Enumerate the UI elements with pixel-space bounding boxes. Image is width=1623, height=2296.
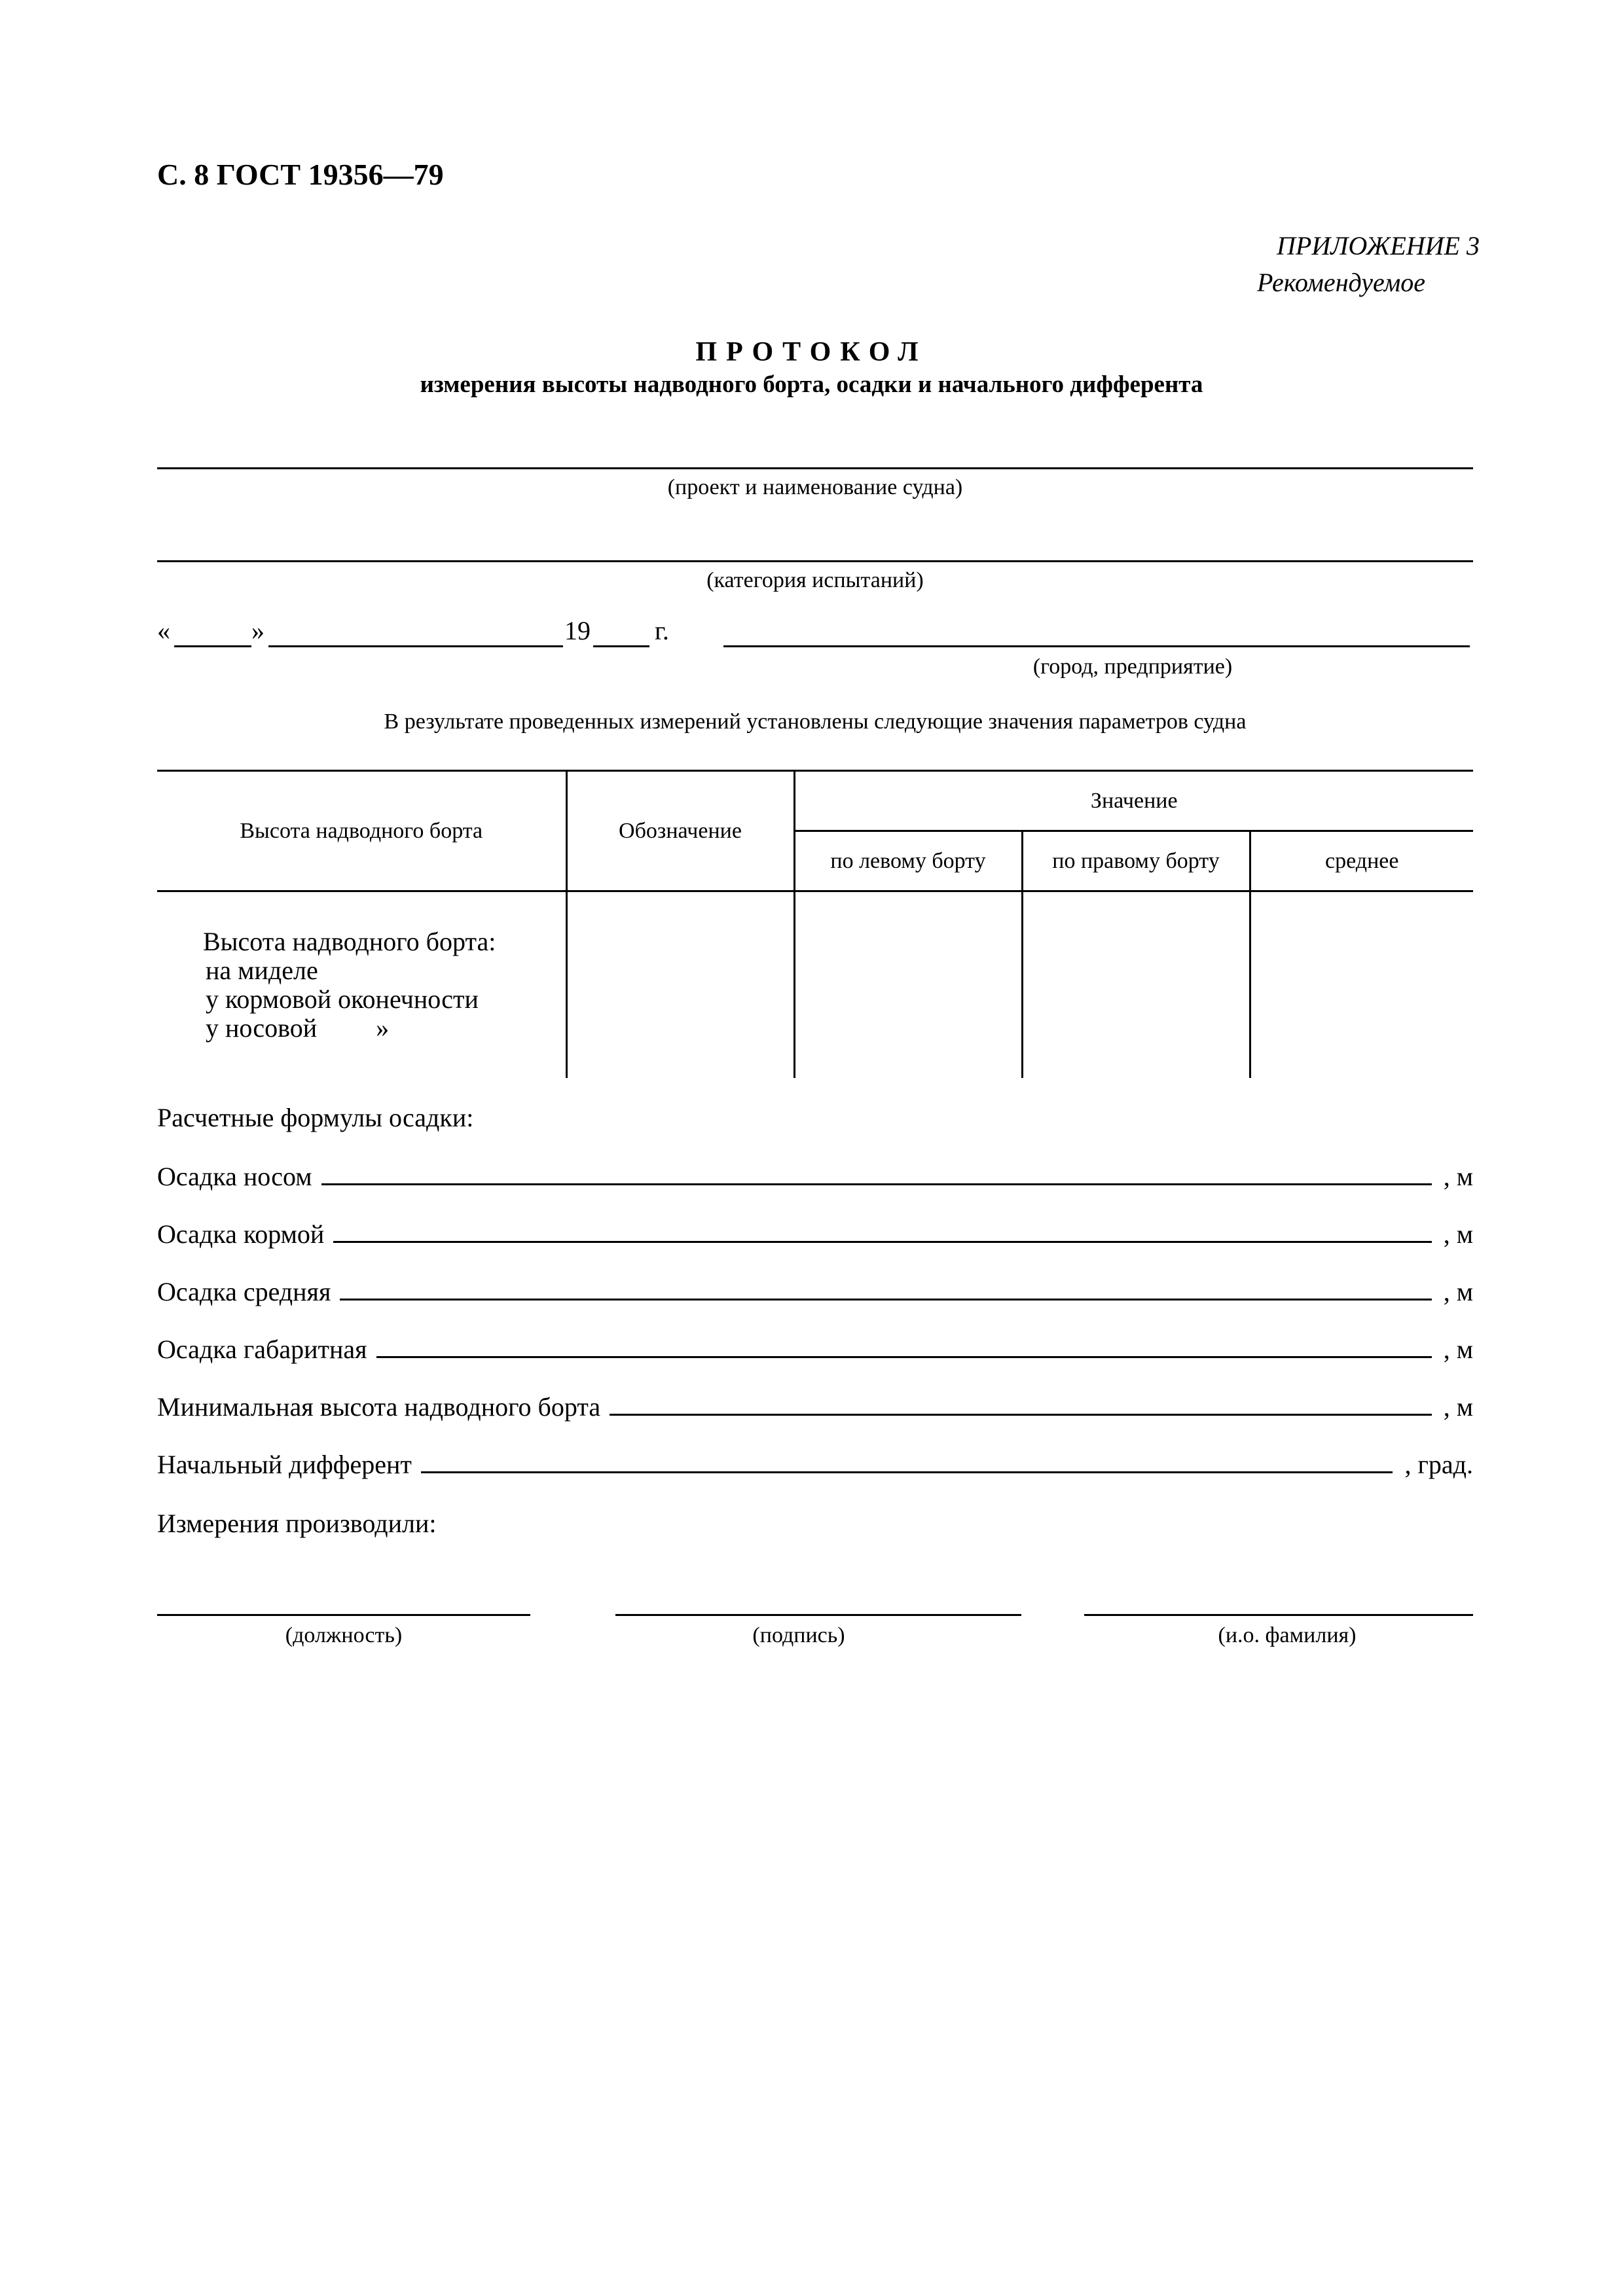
appendix-number: ПРИЛОЖЕНИЕ 3 [1277, 231, 1480, 260]
bow-draft-row [157, 1161, 1473, 1192]
min-freeboard-label: Минимальная высота надводного борта [157, 1392, 601, 1422]
overall-draft-label: Осадка габаритная [157, 1335, 367, 1364]
position-caption: (должность) [285, 1623, 403, 1647]
formulas-heading: Расчетные формулы осадки: [157, 1103, 474, 1132]
date-close-quote: » [251, 616, 264, 645]
cell-left-side[interactable] [794, 891, 1022, 1079]
date-day-field[interactable] [174, 645, 251, 647]
page-header: С. 8 ГОСТ 19356—79 [157, 158, 444, 191]
signature-caption: (подпись) [752, 1623, 845, 1647]
date-century: 19 [564, 616, 591, 645]
col-header-value: Значение [794, 771, 1473, 831]
appendix-label [1244, 228, 1480, 301]
initial-trim-label: Начальный дифферент [157, 1450, 412, 1479]
col-header-left-side: по левому борту [794, 831, 1022, 891]
row-line-midship: на миделе [206, 956, 318, 985]
table-row [157, 891, 1473, 1079]
date-year-field[interactable] [593, 645, 649, 647]
overall-draft-unit: , м [1443, 1335, 1473, 1364]
project-caption: (проект и наименование судна) [667, 475, 963, 499]
mean-draft-row [157, 1276, 1473, 1307]
project-field[interactable] [157, 467, 1473, 469]
name-signature-line[interactable] [1084, 1614, 1473, 1616]
initial-trim-field[interactable] [421, 1452, 1393, 1473]
bow-draft-label: Осадка носом [157, 1162, 312, 1191]
initial-trim-unit: , град. [1404, 1450, 1473, 1479]
min-freeboard-row [157, 1391, 1473, 1422]
appendix-status: Рекомендуемое [1257, 268, 1426, 297]
min-freeboard-unit: , м [1443, 1392, 1473, 1422]
row-title: Высота надводного борта: [203, 927, 496, 956]
date-open-quote: « [157, 616, 170, 645]
min-freeboard-field[interactable] [610, 1394, 1432, 1416]
position-signature-line[interactable] [157, 1614, 530, 1616]
mean-draft-unit: , м [1443, 1277, 1473, 1306]
stern-draft-row [157, 1219, 1473, 1249]
name-caption: (и.о. фамилия) [1218, 1623, 1357, 1647]
bow-draft-unit: , м [1443, 1162, 1473, 1191]
mean-draft-field[interactable] [340, 1279, 1431, 1300]
intro-text: В результате проведенных измерений установлены следующие значения параметров судна [384, 709, 1247, 734]
date-month-field[interactable] [268, 645, 563, 647]
row-label [157, 891, 566, 1079]
stern-draft-field[interactable] [333, 1221, 1431, 1243]
city-caption: (город, предприятие) [1032, 655, 1233, 679]
city-field[interactable] [723, 645, 1470, 647]
stern-draft-label: Осадка кормой [157, 1219, 325, 1249]
cell-average[interactable] [1250, 891, 1473, 1079]
cell-right-side[interactable] [1022, 891, 1250, 1079]
col-header-right-side: по правому борту [1022, 831, 1250, 891]
col-header-designation: Обозначение [566, 771, 794, 891]
measured-by-heading: Измерения производили: [157, 1509, 437, 1538]
document-subtitle: измерения высоты надводного борта, осадки и начального дифферента [420, 371, 1203, 398]
document-title: ПРОТОКОЛ [695, 337, 928, 367]
row-line-bow: у носовой » [206, 1013, 390, 1043]
col-header-parameter: Высота надводного борта [157, 771, 566, 891]
overall-draft-row [157, 1334, 1473, 1365]
stern-draft-unit: , м [1443, 1219, 1473, 1249]
category-field[interactable] [157, 560, 1473, 562]
initial-trim-row [157, 1449, 1473, 1480]
category-caption: (категория испытаний) [706, 568, 924, 592]
bow-draft-field[interactable] [321, 1164, 1432, 1185]
cell-designation[interactable] [566, 891, 794, 1079]
parameters-table [157, 770, 1473, 1078]
signature-line[interactable] [615, 1614, 1021, 1616]
mean-draft-label: Осадка средняя [157, 1277, 331, 1306]
date-year-suffix: г. [655, 616, 669, 645]
overall-draft-field[interactable] [376, 1336, 1432, 1358]
row-line-stern: у кормовой оконечности [206, 984, 479, 1014]
col-header-average: среднее [1250, 831, 1473, 891]
